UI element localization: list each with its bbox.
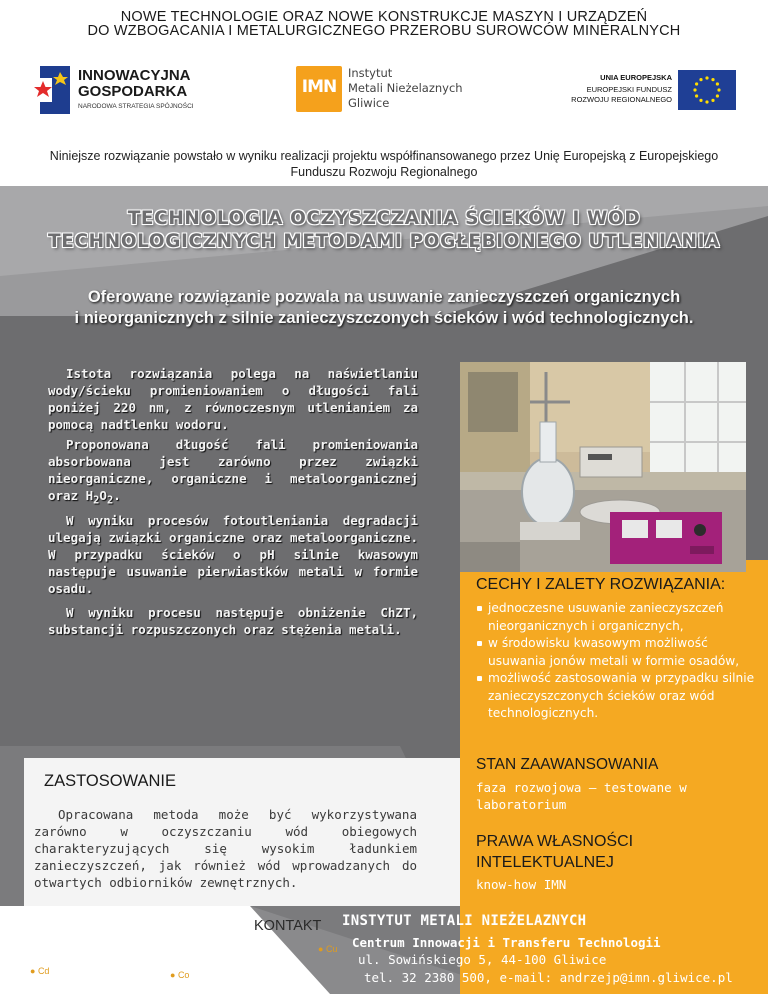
innowacyjna-text: INNOWACYJNA bbox=[78, 67, 191, 84]
imn-line-1: Instytut bbox=[348, 66, 393, 80]
stage-title: STAN ZAAWANSOWANIA bbox=[476, 756, 659, 773]
subscript-2b: 2 bbox=[106, 494, 114, 507]
imn-mark-text: IMN bbox=[301, 77, 337, 97]
imn-logo bbox=[296, 66, 496, 116]
eu-line-3: ROZWOJU REGIONALNEGO bbox=[571, 95, 672, 104]
contact-institute: INSTYTUT METALI NIEŻELAZNYCH bbox=[342, 913, 587, 929]
contact-phone-email[interactable]: tel. 32 2380 500, e-mail: andrzejp@imn.gliwice.pl bbox=[364, 970, 733, 985]
imn-mark-icon bbox=[296, 66, 342, 112]
element-co-label: ● Co bbox=[170, 970, 190, 980]
features-title: CECHY I ZALETY ROZWIĄZANIA: bbox=[476, 576, 726, 593]
features-list bbox=[476, 600, 761, 723]
feature-item: jednoczesne usuwanie zanieczyszczeń nieorganicznych i organicznych, bbox=[476, 600, 761, 635]
innowacyjna-gospodarka-logo bbox=[30, 62, 230, 122]
funding-line-2: Funduszu Rozwoju Regionalnego bbox=[290, 165, 478, 179]
contact-department: Centrum Innowacji i Transferu Technologii bbox=[352, 935, 661, 950]
feature-item: możliwość zastosowania w przypadku silnie zanieczyszczonych ścieków oraz wód technologicznych. bbox=[476, 670, 761, 723]
element-cd-label: ● Cd bbox=[30, 966, 50, 976]
imn-line-2: Metali Nieżelaznych bbox=[348, 81, 463, 95]
description-paragraph-1 bbox=[48, 365, 418, 433]
description-paragraph-4 bbox=[48, 604, 418, 638]
eu-line-2: EUROPEJSKI FUNDUSZ bbox=[586, 85, 672, 94]
offer-line-2: i nieorganicznych z silnie zanieczyszczonych ścieków i wód technologicznych. bbox=[74, 309, 694, 327]
formula-o: O bbox=[99, 488, 107, 503]
main-title-line-2: TECHNOLOGICZNYCH METODAMI POGŁĘBIONEGO UTLENIANIA bbox=[48, 231, 720, 252]
description-p1-text: Istota rozwiązania polega na naświetlaniu wody/ścieku promieniowaniem o długości fali poniżej 220 nm, z równoczesnym utlenianiem za pomocą nadtlenku wodoru. bbox=[48, 366, 418, 432]
funding-line-1: Niniejsze rozwiązanie powstało w wyniku realizacji projektu współfinansowanego przez Unię Europejską z Europejskiego bbox=[49, 149, 719, 163]
description-p3-text: W wyniku procesów fotoutleniania degradacji ulegają związki organiczne oraz metaloorganiczne. W przypadku ścieków o pH silnie kwasowym następuje usuwanie pierwiastków metali w formie osadu. bbox=[48, 513, 418, 596]
element-cd-text: Cd bbox=[37, 966, 50, 976]
element-cu-text: Cu bbox=[325, 944, 338, 954]
feature-item: w środowisku kwasowym możliwość usuwania jonów metali w formie osadów, bbox=[476, 635, 761, 670]
formula-end: . bbox=[113, 488, 121, 503]
main-title-line-1: TECHNOLOGIA OCZYSZCZANIA ŚCIEKÓW I WÓD bbox=[127, 208, 641, 229]
header-line-1: NOWE TECHNOLOGIE ORAZ NOWE KONSTRUKCJE MASZYN I URZĄDZEŃ bbox=[120, 9, 648, 25]
application-body: Opracowana metoda może być wykorzystywana zarówno w oczyszczaniu wód obiegowych charakteryzujących się wysokim ładunkiem zanieczyszczeń, jak również wód wprowadzanych do otwartych odbiorników zewnętrznych. bbox=[34, 807, 417, 890]
offer-line-1: Oferowane rozwiązanie pozwala na usuwanie zanieczyszczeń organicznych bbox=[87, 288, 681, 306]
contact-label: KONTAKT bbox=[254, 918, 322, 934]
ip-text: know-how IMN bbox=[476, 877, 567, 892]
description-p2-text: Proponowana długość fali promieniowania absorbowana jest zarówno przez związki nieorganiczne, organiczne i metaloorganicznej oraz H bbox=[48, 437, 418, 503]
gospodarka-text: GOSPODARKA bbox=[78, 83, 188, 100]
application-title: ZASTOSOWANIE bbox=[44, 772, 177, 790]
header-line-2: DO WZBOGACANIA I METALURGICZNEGO PRZEROBU SUROWCÓW MINERALNYCH bbox=[87, 23, 681, 39]
ip-title: PRAWA WŁASNOŚCI INTELEKTUALNEJ bbox=[476, 833, 634, 871]
description-p4-text: W wyniku procesu następuje obniżenie ChZT, substancji rozpuszczonych oraz stężenia metali. bbox=[48, 605, 418, 637]
strategia-text: NARODOWA STRATEGIA SPÓJNOŚCI bbox=[78, 103, 194, 110]
eu-line-1: UNIA EUROPEJSKA bbox=[600, 73, 672, 82]
stage-text: faza rozwojowa – testowane w laboratorium bbox=[476, 780, 687, 812]
contact-address: ul. Sowińskiego 5, 44-100 Gliwice bbox=[358, 952, 607, 967]
element-co-text: Co bbox=[177, 970, 190, 980]
eu-flag-icon bbox=[678, 70, 736, 110]
star-flag-icon bbox=[30, 62, 74, 118]
application-text bbox=[34, 806, 417, 891]
subscript-2a: 2 bbox=[93, 494, 100, 507]
eu-logo bbox=[560, 70, 740, 112]
funding-note bbox=[0, 148, 768, 180]
element-cu-label: ● Cu bbox=[318, 944, 338, 954]
description-paragraph-2 bbox=[48, 436, 418, 510]
description-paragraph-3 bbox=[48, 512, 418, 597]
imn-line-3: Gliwice bbox=[348, 96, 390, 110]
lab-equipment-photo bbox=[460, 362, 746, 572]
